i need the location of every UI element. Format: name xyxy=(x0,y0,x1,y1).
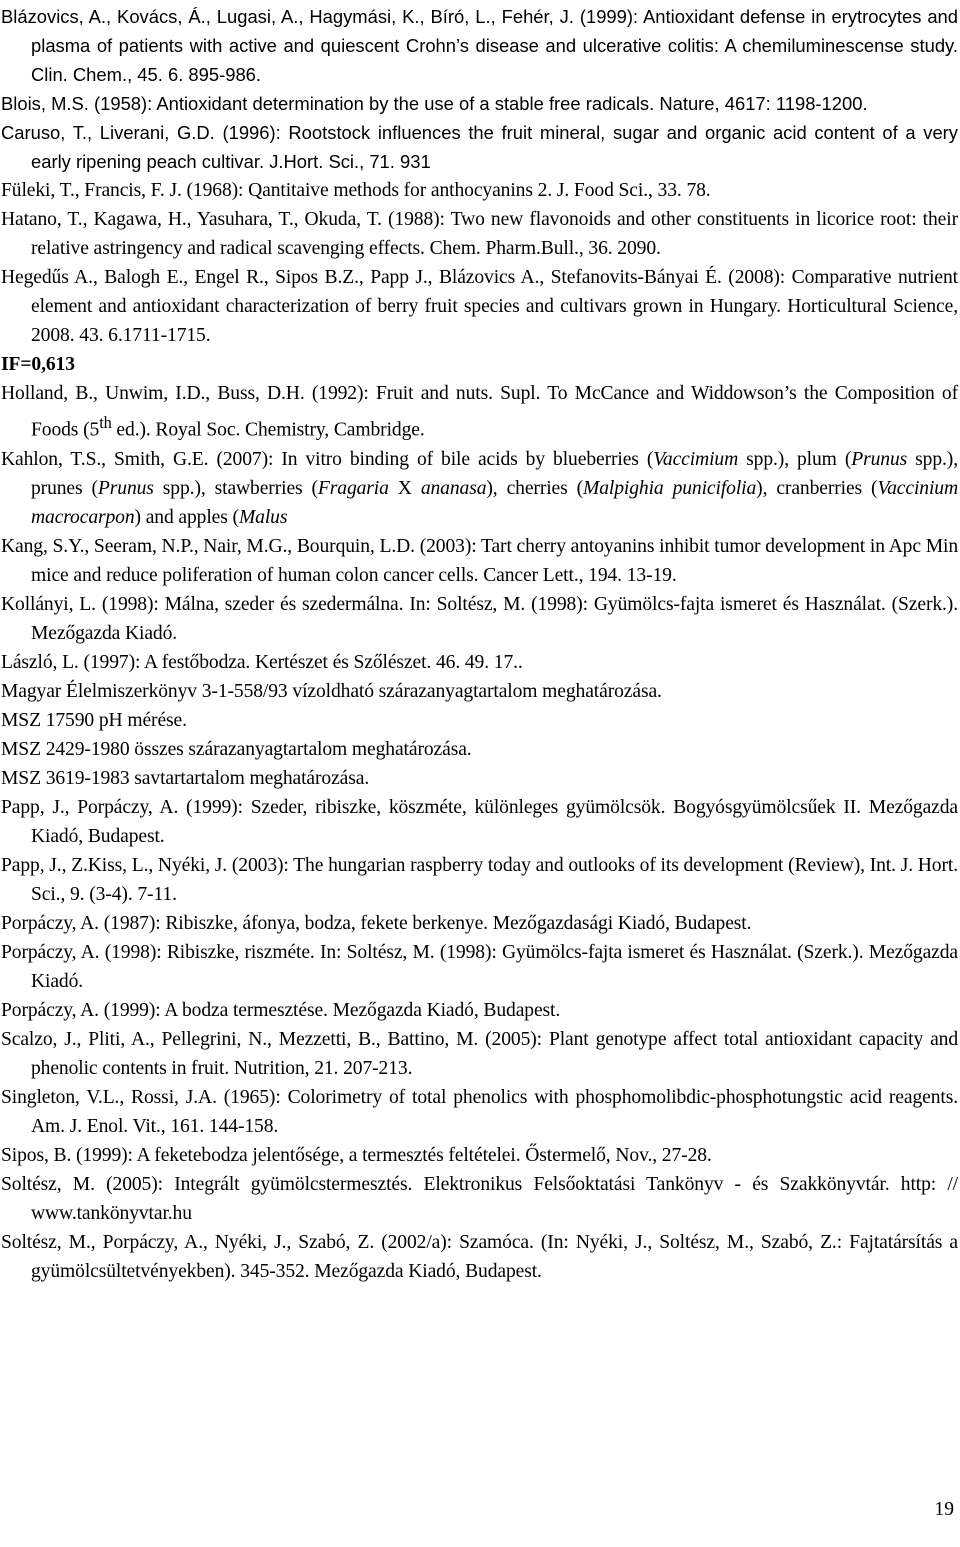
reference-entry: MSZ 17590 pH mérése. xyxy=(1,709,187,731)
reference-entry: Hegedűs A., Balogh E., Engel R., Sipos B.Z., Papp J., Blázovics A., Stefanovits-Bányai É. (2008): Comparative nutrient element and antioxidant characterization of berry fruit species and cultivars grown in Hungary. Horticultural Science, 2008. 43. 6.1711-1715. xyxy=(1,267,958,346)
reference-entry: Kollányi, L. (1998): Málna, szeder és szedermálna. In: Soltész, M. (1998): Gyümölcs-fajta ismeret és Használat. (Szerk.). Mezőgazda Kiadó. xyxy=(1,593,958,644)
species-name: Vaccinium macrocarpon xyxy=(31,477,958,528)
page-number: 19 xyxy=(934,1499,954,1520)
reference-list xyxy=(1,2,958,1286)
reference-text: Holland, B., Unwim, I.D., Buss, D.H. (1992): Fruit and nuts. Supl. To McCance and Widdowson’s the Composition of Foods (5 xyxy=(1,383,958,441)
reference-text: spp.), stawberries ( xyxy=(153,477,318,499)
reference-entry: Blois, M.S. (1958): Antioxidant determination by the use of a stable free radicals. Nature, 4617: 1198-1200. xyxy=(1,93,868,114)
reference-text: spp.), prunes ( xyxy=(31,448,958,499)
reference-entry: Hatano, T., Kagawa, H., Yasuhara, T., Okuda, T. (1988): Two new flavonoids and other constituents in licorice root: their relative astringency and radical scavenging effects. Chem. Pharm.Bull., 36. 2090. xyxy=(1,209,958,259)
impact-factor-note: IF=0,613 xyxy=(1,354,75,375)
reference-entry: Soltész, M., Porpáczy, A., Nyéki, J., Szabó, Z. (2002/a): Szamóca. (In: Nyéki, J., Soltész, M., Szabó, Z.: Fajtatársítás a gyümölcsültetvényekben). 345-352. Mezőgazda Kiadó, Budapest. xyxy=(1,1231,958,1282)
reference-entry: Papp, J., Z.Kiss, L., Nyéki, J. (2003): The hungarian raspberry today and outlooks of its development (Review), Int. J. Hort. Sci., 9. (3-4). 7-11. xyxy=(1,854,958,905)
species-name: Prunus xyxy=(851,448,908,470)
reference-text: Kahlon, T.S., Smith, G.E. (2007): In vitro binding of bile acids by blueberries ( xyxy=(1,448,654,470)
reference-entry: MSZ 2429-1980 összes szárazanyagtartalom meghatározása. xyxy=(1,738,472,760)
reference-text: X xyxy=(388,477,421,499)
reference-text: ) and apples ( xyxy=(134,506,239,528)
reference-entry xyxy=(1,379,958,445)
reference-entry: Füleki, T., Francis, F. J. (1968): Qantitaive methods for anthocyanins 2. J. Food Sci., 33. 78. xyxy=(1,180,711,201)
species-name: ananasa xyxy=(420,477,487,499)
reference-entry: Sipos, B. (1999): A feketebodza jelentősége, a termesztés feltételei. Őstermelő, Nov., 27-28. xyxy=(1,1144,712,1166)
species-name: Vaccimium xyxy=(653,448,739,470)
reference-entry: Kang, S.Y., Seeram, N.P., Nair, M.G., Bourquin, L.D. (2003): Tart cherry antoyanins inhibit tumor development in Apc Min mice and reduce poliferation of human colon cancer cells. Cancer Lett., 194. 13-19. xyxy=(1,535,958,586)
reference-entry: Magyar Élelmiszerkönyv 3-1-558/93 vízoldható szárazanyagtartalom meghatározása. xyxy=(1,680,662,702)
reference-entry: Singleton, V.L., Rossi, J.A. (1965): Colorimetry of total phenolics with phosphomolibdic-phosphotungstic acid reagents. Am. J. Enol. Vit., 161. 144-158. xyxy=(1,1086,958,1137)
reference-entry: Porpáczy, A. (1998): Ribiszke, riszméte. In: Soltész, M. (1998): Gyümölcs-fajta ismeret és Használat. (Szerk.). Mezőgazda Kiadó. xyxy=(1,941,958,992)
reference-text: ed.). Royal Soc. Chemistry, Cambridge. xyxy=(111,419,425,441)
species-name: Fragaria xyxy=(317,477,389,499)
reference-entry: MSZ 3619-1983 savtartartalom meghatározása. xyxy=(1,767,370,789)
reference-entry: Soltész, M. (2005): Integrált gyümölcstermesztés. Elektronikus Felsőoktatási Tankönyv - és Szakkönyvtár. http: // www.tankönyvtar.hu xyxy=(1,1173,958,1224)
reference-entry: László, L. (1997): A festőbodza. Kertészet és Szőlészet. 46. 49. 17.. xyxy=(1,651,523,673)
superscript: th xyxy=(99,413,112,432)
reference-entry: Caruso, T., Liverani, G.D. (1996): Rootstock influences the fruit mineral, sugar and organic acid content of a very early ripening peach cultivar. J.Hort. Sci., 71. 931 xyxy=(1,122,958,172)
species-name: Malpighia punicifolia xyxy=(583,477,757,499)
reference-entry: Papp, J., Porpáczy, A. (1999): Szeder, ribiszke, köszméte, különleges gyümölcsök. Bogyósgyümölcsűek II. Mezőgazda Kiadó, Budapest. xyxy=(1,796,958,847)
species-name: Prunus xyxy=(97,477,154,499)
reference-entry xyxy=(1,445,958,532)
reference-entry: Scalzo, J., Pliti, A., Pellegrini, N., Mezzetti, B., Battino, M. (2005): Plant genotype affect total antioxidant capacity and phenolic contents in fruit. Nutrition, 21. 207-213. xyxy=(1,1028,958,1079)
reference-text: spp.), plum ( xyxy=(738,448,852,470)
species-name: Malus xyxy=(238,506,288,528)
reference-entry: Porpáczy, A. (1987): Ribiszke, áfonya, bodza, fekete berkenye. Mezőgazdasági Kiadó, Budapest. xyxy=(1,912,752,934)
reference-text: ), cranberries ( xyxy=(756,477,878,499)
reference-text: ), cherries ( xyxy=(486,477,584,499)
reference-entry: Blázovics, A., Kovács, Á., Lugasi, A., Hagymási, K., Bíró, L., Fehér, J. (1999): Antioxidant defense in erytrocytes and plasma of patients with active and quiescent Crohn’s disease and ulcerative colitis: A chemiluminescense study. Clin. Chem., 45. 6. 895-986. xyxy=(1,6,958,85)
reference-entry: Porpáczy, A. (1999): A bodza termesztése. Mezőgazda Kiadó, Budapest. xyxy=(1,999,561,1021)
